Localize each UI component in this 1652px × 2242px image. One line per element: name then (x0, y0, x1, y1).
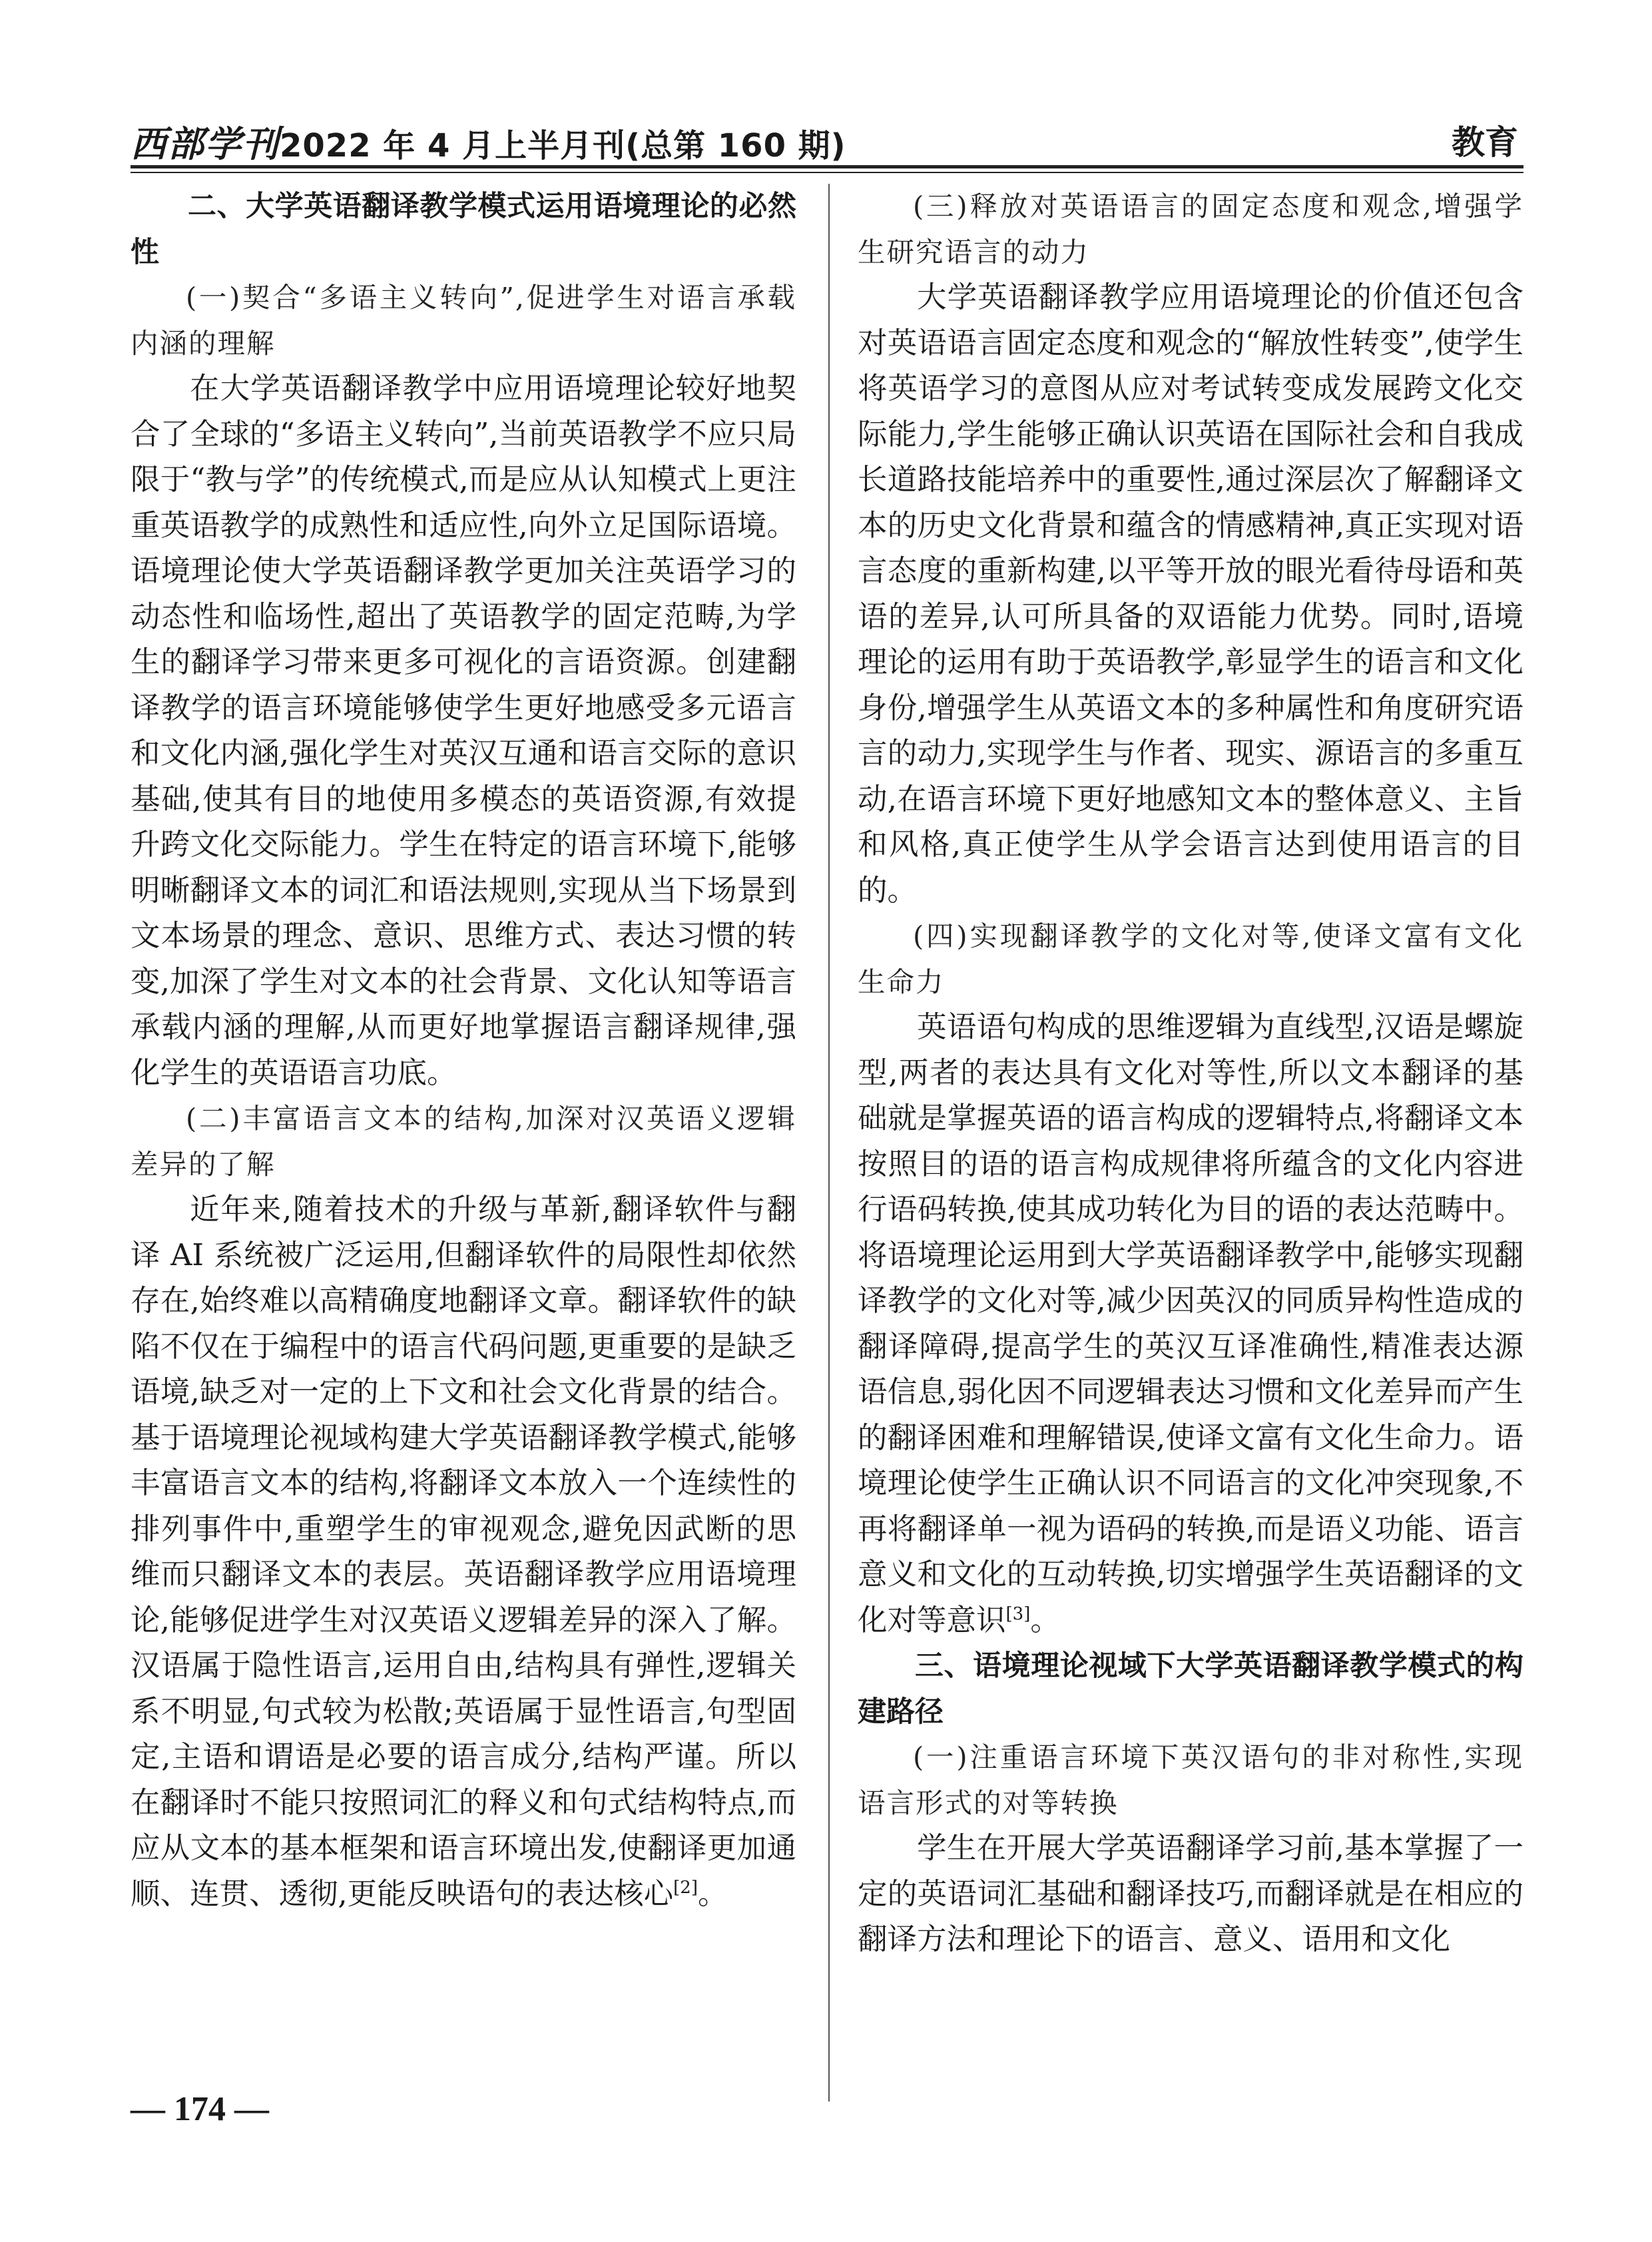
paragraph-text: 大学英语翻译教学应用语境理论的价值还包含对英语语言固定态度和观念的“解放性转变”,使学生将英语学习的意图从应对考试转变成发展跨文化交际能力,学生能够正确认识英语在国际社会和自我成长道路技能培养中的重要性,通过深层次了解翻译文本的历史文化背景和蕴含的情感精神,真正实现对语言态度的重新构建,以平等开放的眼光看待母语和英语的差异,认可所具备的双语能力优势。同时,语境理论的运用有助于英语教学,彰显学生的语言和文化身份,增强学生从英语文本的多种属性和角度研究语言的动力,实现学生与作者、现实、源语言的多重互动,在语言环境下更好地感知文本的整体意义、主旨和风格,真正使学生从学会语言达到使用语言的目的。 (858, 280, 1523, 908)
column-divider (828, 184, 830, 2102)
paragraph-text: 近年来,随着技术的升级与革新,翻译软件与翻译 AI 系统被广泛运用,但翻译软件的局限性却依然存在,始终难以高精确度地翻译文章。翻译软件的缺陷不仅在于编程中的语言代码问题,更重要的是缺乏语境,缺乏对一定的上下文和社会文化背景的结合。基于语境理论视域构建大学英语翻译教学模式,能够丰富语言文本的结构,将翻译文本放入一个连续性的排列事件中,重塑学生的审视观念,避免因武断的思维而只翻译文本的表层。英语翻译教学应用语境理论,能够促进学生对汉英语义逻辑差异的深入了解。汉语属于隐性语言,运用自由,结构具有弹性,逻辑关系不明显,句式较为松散;英语属于显性语言,句型固定,主语和谓语是必要的语言成分,结构严谨。所以在翻译时不能只按照词汇的释义和句式结构特点,而应从文本的基本框架和语言环境出发,使翻译更加通顺、连贯、透彻,更能反映语句的表达核心 (131, 1193, 796, 1911)
page-number: — 174 — (131, 2090, 269, 2128)
header-rule-thick (131, 165, 1523, 168)
paragraph-text: (四)实现翻译教学的文化对等,使译文富有文化生命力 (858, 920, 1523, 998)
issue-info: 2022 年 4 月上半月刊(总第 160 期) (280, 127, 846, 164)
subsection-heading (131, 275, 796, 366)
paragraph-text: (二)丰富语言文本的结构,加深对汉英语义逻辑差异的了解 (131, 1102, 796, 1181)
right-column (858, 184, 1523, 1963)
paragraph-text: 英语语句构成的思维逻辑为直线型,汉语是螺旋型,两者的表达具有文化对等性,所以文本翻译的基础就是掌握英语的语言构成的逻辑特点,将翻译文本按照目的语的语言构成规律将所蕴含的文化内容进行语码转换,使其成功转化为目的语的表达范畴中。将语境理论运用到大学英语翻译教学中,能够实现翻译教学的文化对等,减少因英汉的同质异构性造成的翻译障碍,提高学生的英汉互译准确性,精准表达源语信息,弱化因不同逻辑表达习惯和文化差异而产生的翻译困难和理解错误,使译文富有文化生命力。语境理论使学生正确认识不同语言的文化冲突现象,不再将翻译单一视为语码的转换,而是语义功能、语言意义和文化的互动转换,切实增强学生英语翻译的文化对等意识 (858, 1010, 1523, 1637)
subsection-heading (858, 914, 1523, 1005)
body-paragraph (858, 1826, 1523, 1963)
citation-ref: [2] (673, 1877, 698, 1898)
header-rule-thin (131, 172, 1523, 173)
section-label: 教育 (1452, 123, 1518, 162)
body-paragraph (131, 1187, 796, 1917)
left-column (131, 184, 796, 1917)
section-heading (858, 1643, 1523, 1735)
body-paragraph (131, 366, 796, 1096)
paragraph-text: (一)注重语言环境下英汉语句的非对称性,实现语言形式的对等转换 (858, 1741, 1523, 1819)
body-paragraph (858, 275, 1523, 914)
paragraph-end-punct: 。 (1030, 1603, 1060, 1637)
paragraph-end-punct: 。 (698, 1876, 728, 1911)
paragraph-text: 学生在开展大学英语翻译学习前,基本掌握了一定的英语词汇基础和翻译技巧,而翻译就是在相应的翻译方法和理论下的语言、意义、语用和文化 (858, 1831, 1523, 1956)
body-paragraph (858, 1005, 1523, 1643)
subsection-heading (131, 1096, 796, 1187)
paragraph-text: (一)契合“多语主义转向”,促进学生对语言承载内涵的理解 (131, 281, 796, 360)
paragraph-text: 二、大学英语翻译教学模式运用语境理论的必然性 (131, 190, 796, 269)
paragraph-text: 在大学英语翻译教学中应用语境理论较好地契合了全球的“多语主义转向”,当前英语教学不应只局限于“教与学”的传统模式,而是应从认知模式上更注重英语教学的成熟性和适应性,向外立足国际语境。语境理论使大学英语翻译教学更加关注英语学习的动态性和临场性,超出了英语教学的固定范畴,为学生的翻译学习带来更多可视化的言语资源。创建翻译教学的语言环境能够使学生更好地感受多元语言和文化内涵,强化学生对英汉互通和语言交际的意识基础,使其有目的地使用多模态的英语资源,有效提升跨文化交际能力。学生在特定的语言环境下,能够明晰翻译文本的词汇和语法规则,实现从当下场景到文本场景的理念、意识、思维方式、表达习惯的转变,加深了学生对文本的社会背景、文化认知等语言承载内涵的理解,从而更好地掌握语言翻译规律,强化学生的英语语言功底。 (131, 372, 796, 1090)
subsection-heading (858, 1735, 1523, 1826)
citation-ref: [3] (1005, 1603, 1031, 1624)
running-header (131, 112, 1523, 165)
subsection-heading (858, 184, 1523, 275)
paragraph-text: 三、语境理论视域下大学英语翻译教学模式的构建路径 (858, 1649, 1523, 1729)
paragraph-text: (三)释放对英语语言的固定态度和观念,增强学生研究语言的动力 (858, 190, 1523, 268)
section-heading (131, 184, 796, 275)
journal-masthead (131, 116, 846, 167)
journal-logo: 西部学刊 (131, 123, 280, 165)
